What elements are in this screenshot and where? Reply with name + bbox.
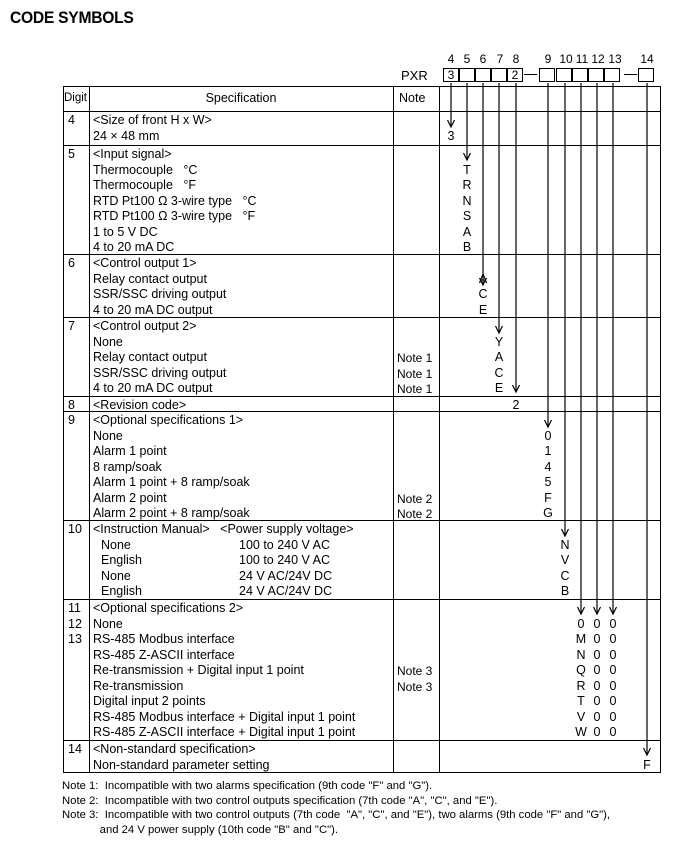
- spec-option: Relay contact output: [93, 271, 207, 286]
- section-heading: <Revision code>: [93, 398, 187, 412]
- spec-option: SSR/SSC driving output: [93, 287, 227, 301]
- spec-option: 24 × 48 mm: [93, 128, 160, 143]
- position-number: 14: [640, 52, 654, 66]
- section-digit: 4: [68, 113, 75, 127]
- code-value: F: [643, 757, 651, 772]
- position-number: 5: [463, 52, 471, 66]
- spec-option: Alarm 2 point + 8 ramp/soak: [93, 506, 250, 520]
- code-value: M: [575, 632, 587, 646]
- spec-option: English: [101, 584, 142, 598]
- code-value: R: [462, 178, 472, 192]
- spec-option: RS-485 Z-ASCII interface: [93, 647, 235, 662]
- power-supply-voltage: 100 to 240 V AC: [239, 537, 331, 552]
- position-number: 11: [575, 52, 589, 66]
- note-ref: Note 2: [397, 491, 433, 506]
- code-value: E: [494, 381, 504, 395]
- code-value: R: [576, 678, 586, 693]
- code-value: 0: [593, 694, 601, 708]
- spec-option: RTD Pt100 Ω 3-wire type °C: [93, 193, 257, 208]
- code-value: N: [462, 193, 472, 208]
- code-value: Y: [494, 334, 504, 349]
- code-value: A: [494, 350, 504, 364]
- code-box: 3: [443, 68, 459, 82]
- spec-option: Thermocouple °C: [93, 162, 198, 177]
- code-value: W: [575, 725, 587, 739]
- code-value: T: [463, 162, 471, 177]
- code-value: 1: [544, 444, 552, 458]
- section-heading: <Instruction Manual> <Power supply voltage>: [93, 522, 354, 536]
- spec-option: None: [93, 428, 123, 443]
- code-value: V: [560, 553, 570, 567]
- section-digit: 5: [68, 147, 75, 161]
- spec-option: None: [93, 616, 123, 631]
- code-value: 0: [609, 647, 617, 662]
- code-value: F: [544, 490, 552, 505]
- footnote: and 24 V power supply (10th code "B" and "C").: [62, 823, 339, 836]
- spec-option: None: [101, 537, 131, 552]
- section-heading: <Control output 1>: [93, 256, 197, 270]
- spec-option: Re-transmission + Digital input 1 point: [93, 663, 304, 677]
- code-value: 0: [609, 616, 617, 631]
- spec-option: RTD Pt100 Ω 3-wire type °F: [93, 209, 256, 223]
- section-digit: 11 12 13: [68, 601, 82, 646]
- code-value: 0: [609, 709, 617, 724]
- section-digit: 10: [68, 522, 82, 536]
- spec-option: 4 to 20 mA DC: [93, 240, 175, 254]
- code-value: C: [478, 287, 488, 301]
- position-number: 6: [479, 52, 487, 66]
- code-value: C: [494, 365, 504, 380]
- code-value: N: [576, 647, 586, 662]
- spec-option: Relay contact output: [93, 350, 207, 364]
- spec-option: RS-485 Z-ASCII interface + Digital input 1 point: [93, 725, 356, 739]
- section-digit: 7: [68, 319, 75, 333]
- spec-option: 4 to 20 mA DC output: [93, 302, 213, 317]
- position-number: 8: [512, 52, 520, 66]
- code-value: 3: [447, 128, 455, 143]
- footnote: Note 3: Incompatible with two control outputs (7th code "A", "C", and "E"), two alarms (9th code "F" and "G"),: [62, 809, 611, 821]
- code-value: 0: [593, 709, 601, 724]
- code-value: 2: [512, 398, 520, 412]
- code-box: 2: [507, 68, 523, 82]
- spec-option: None: [93, 334, 123, 349]
- power-supply-voltage: 100 to 240 V AC: [239, 553, 331, 567]
- spec-option: 1 to 5 V DC: [93, 224, 158, 239]
- position-number: 10: [559, 52, 573, 66]
- position-number: 13: [608, 52, 622, 66]
- code-value: B: [560, 584, 570, 598]
- spec-option: Thermocouple °F: [93, 178, 196, 192]
- note-ref: Note 1: [397, 351, 433, 365]
- spec-option: Digital input 2 points: [93, 694, 206, 708]
- code-value: Q: [576, 663, 586, 677]
- code-value: 0: [544, 428, 552, 443]
- note-ref: Note 2: [397, 507, 433, 521]
- spec-option: RS-485 Modbus interface: [93, 632, 235, 646]
- note-ref: Note 3: [397, 679, 433, 694]
- code-value: C: [560, 568, 570, 583]
- code-value: 0: [609, 663, 617, 677]
- code-value: 0: [593, 663, 601, 677]
- header-digit: Digit: [64, 92, 88, 104]
- position-number: 12: [591, 52, 605, 66]
- spec-option: Alarm 1 point + 8 ramp/soak: [93, 475, 250, 489]
- code-value: E: [478, 302, 488, 317]
- code-value: 0: [609, 725, 617, 739]
- page-title: CODE SYMBOLS: [10, 8, 134, 27]
- code-value: N: [560, 537, 570, 552]
- section-heading: <Size of front H x W>: [93, 113, 212, 127]
- section-heading: <Input signal>: [93, 147, 172, 161]
- header-specification: Specification: [205, 91, 277, 105]
- section-digit: 14: [68, 742, 82, 756]
- header-note: Note: [399, 91, 426, 105]
- code-value: 0: [609, 632, 617, 646]
- note-ref: Note 1: [397, 366, 433, 381]
- spec-option: None: [101, 568, 131, 583]
- spec-option: Non-standard parameter setting: [93, 757, 270, 772]
- code-value: 0: [593, 647, 601, 662]
- power-supply-voltage: 24 V AC/24V DC: [239, 584, 333, 598]
- code-value: A: [478, 271, 488, 286]
- code-value: V: [576, 709, 586, 724]
- section-heading: <Non-standard specification>: [93, 742, 256, 756]
- code-value: 0: [609, 694, 617, 708]
- code-value: 0: [593, 616, 601, 631]
- section-heading: <Optional specifications 2>: [93, 601, 244, 615]
- code-value: S: [462, 209, 472, 223]
- spec-option: RS-485 Modbus interface + Digital input 1 point: [93, 709, 356, 724]
- code-value: B: [462, 240, 472, 254]
- note-ref: Note 3: [397, 664, 433, 678]
- spec-option: Alarm 2 point: [93, 490, 167, 505]
- position-number: 4: [447, 52, 455, 66]
- section-heading: <Control output 2>: [93, 319, 197, 333]
- spec-option: Alarm 1 point: [93, 444, 167, 458]
- spec-option: SSR/SSC driving output: [93, 365, 227, 380]
- code-value: T: [577, 694, 585, 708]
- model-prefix: PXR: [401, 68, 428, 83]
- spec-option: 4 to 20 mA DC output: [93, 381, 213, 395]
- code-value: G: [543, 506, 553, 520]
- code-value: 0: [577, 616, 585, 631]
- code-value: 0: [593, 632, 601, 646]
- spec-option: English: [101, 553, 142, 567]
- code-value: 0: [593, 725, 601, 739]
- note-ref: Note 1: [397, 382, 433, 396]
- position-number: 9: [544, 52, 552, 66]
- section-digit: 8: [68, 398, 75, 412]
- section-digit: 6: [68, 256, 75, 270]
- power-supply-voltage: 24 V AC/24V DC: [239, 568, 333, 583]
- code-value: 4: [544, 459, 552, 474]
- position-number: 7: [496, 52, 504, 66]
- footnote: Note 1: Incompatible with two alarms specification (9th code "F" and "G").: [62, 780, 433, 792]
- spec-option: Re-transmission: [93, 678, 184, 693]
- footnote: Note 2: Incompatible with two control outputs specification (7th code "A", "C", and "E").: [62, 794, 498, 807]
- section-digit: 9: [68, 413, 75, 427]
- section-heading: <Optional specifications 1>: [93, 413, 244, 427]
- code-value: 5: [544, 475, 552, 489]
- code-value: 0: [593, 678, 601, 693]
- spec-option: 8 ramp/soak: [93, 459, 162, 474]
- code-value: A: [462, 224, 472, 239]
- code-value: 0: [609, 678, 617, 693]
